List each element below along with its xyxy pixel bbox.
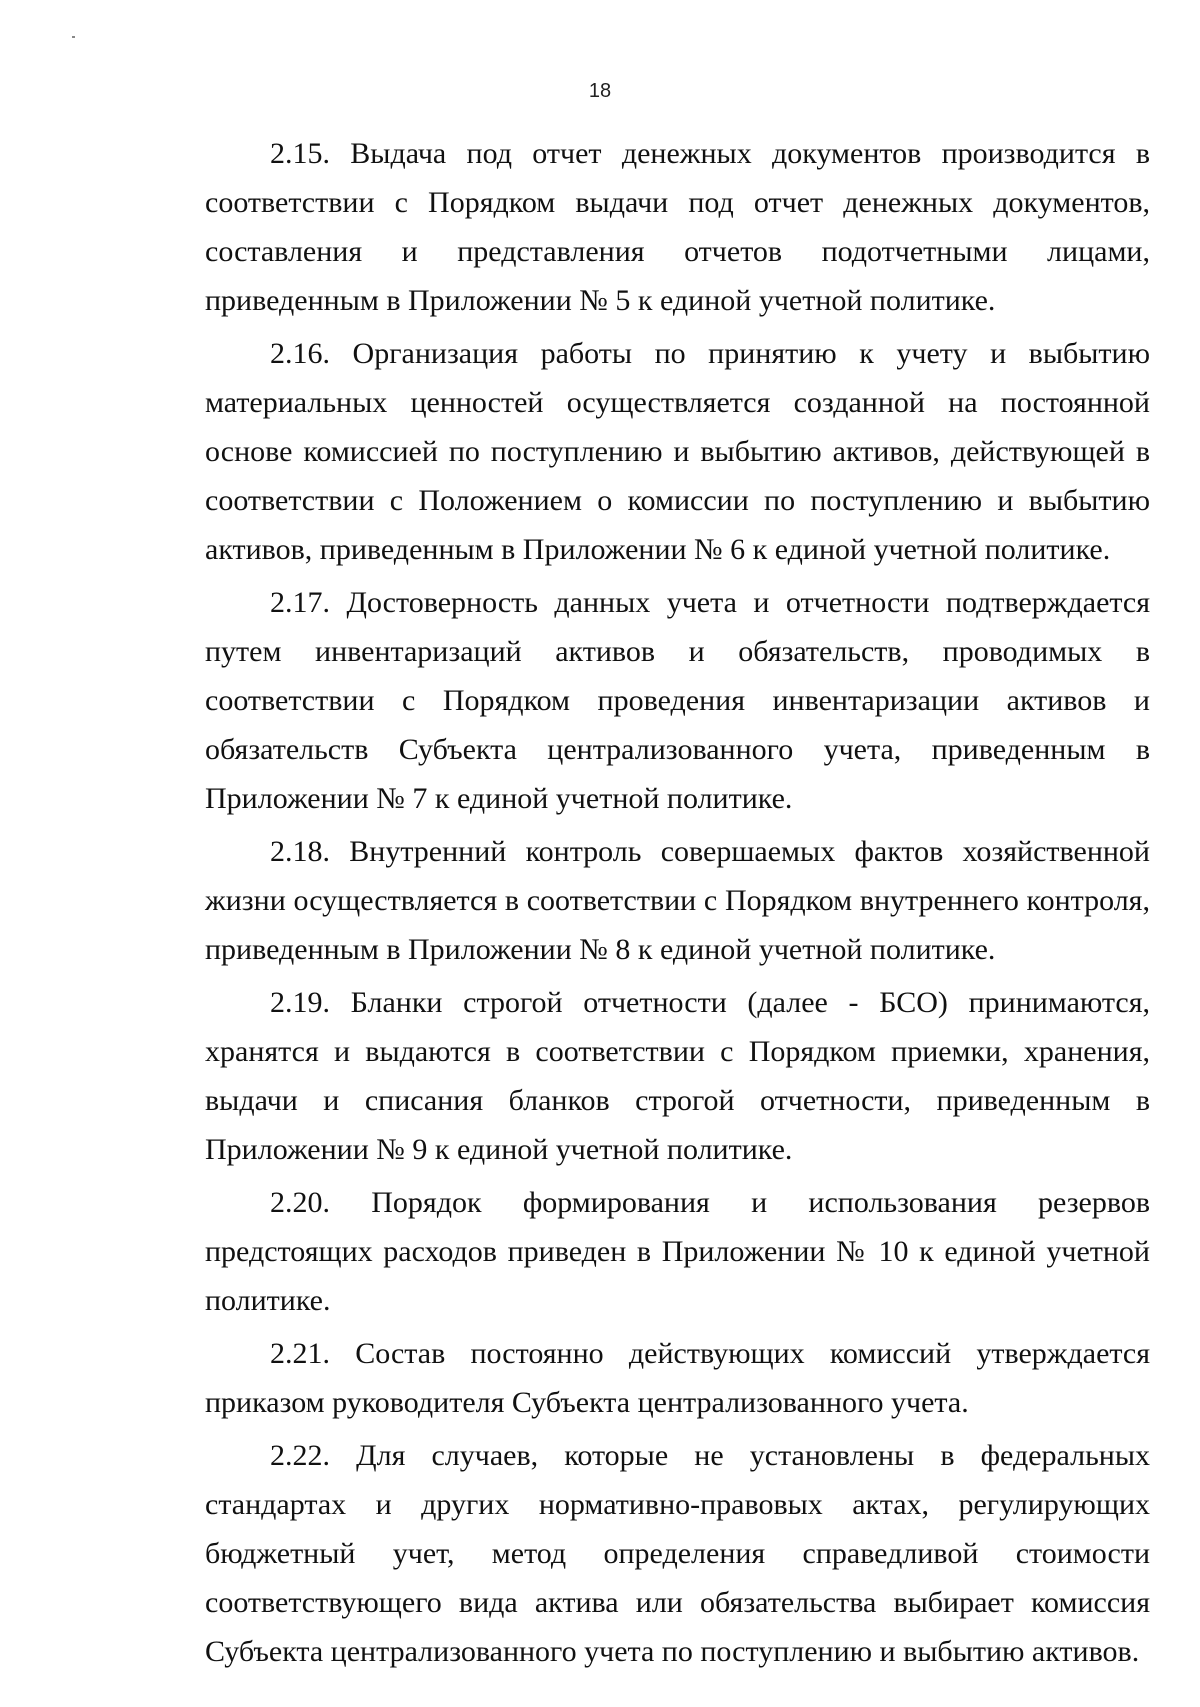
paragraph-2-22: 2.22. Для случаев, которые не установлены в федеральных стандартах и других нормативно-правовых актах, регулирующих бюджетный учет, метод определения справедливой стоимости соответствующего вида актива или обязательства выбирает комиссия Субъекта централизованного учета по поступлению и выбытию активов. (205, 1439, 1150, 1668)
paragraph-2-19: 2.19. Бланки строгой отчетности (далее - БСО) принимаются, хранятся и выдаются в соответствии с Порядком приемки, хранения, выдачи и списания бланков строгой отчетности, приведенным в Приложении № 9 к единой учетной политике. (205, 986, 1150, 1166)
paragraph-2-16: 2.16. Организация работы по принятию к учету и выбытию материальных ценностей осуществляется созданной на постоянной основе комиссией по поступлению и выбытию активов, действующей в соответствии с Положением о комиссии по поступлению и выбытию активов, приведенным в Приложении № 6 к единой учетной политике. (205, 337, 1150, 566)
paragraph-2-21: 2.21. Состав постоянно действующих комиссий утверждается приказом руководителя Субъекта централизованного учета. (205, 1337, 1150, 1419)
scan-artifact (72, 36, 75, 38)
paragraph-2-15: 2.15. Выдача под отчет денежных документов производится в соответствии с Порядком выдачи под отчет денежных документов, составления и представления отчетов подотчетными лицами, приведенным в Приложении № 5 к единой учетной политике. (205, 137, 1150, 317)
paragraph-2-20: 2.20. Порядок формирования и использования резервов предстоящих расходов приведен в Приложении № 10 к единой учетной политике. (205, 1186, 1150, 1317)
paragraph-2-17: 2.17. Достоверность данных учета и отчетности подтверждается путем инвентаризаций активов и обязательств, проводимых в соответствии с Порядком проведения инвентаризации активов и обязательств Субъекта централизованного учета, приведенным в Приложении № 7 к единой учетной политике. (205, 586, 1150, 815)
document-body (205, 129, 1150, 1680)
paragraph-2-18: 2.18. Внутренний контроль совершаемых фактов хозяйственной жизни осуществляется в соответствии с Порядком внутреннего контроля, приведенным в Приложении № 8 к единой учетной политике. (205, 835, 1150, 966)
page-number: 18 (588, 80, 612, 102)
